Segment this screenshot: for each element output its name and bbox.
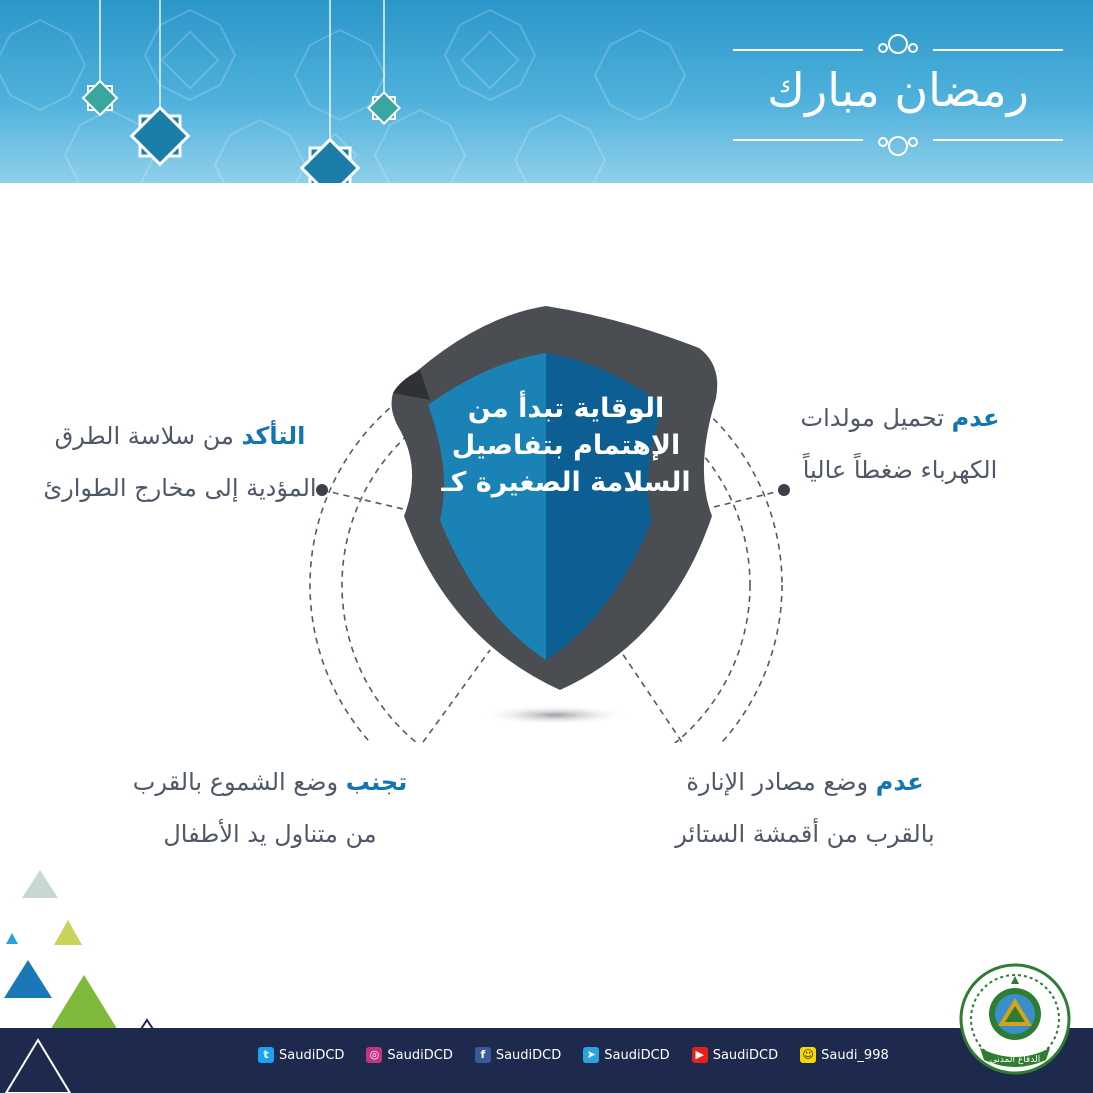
social-handle: Saudi_998 xyxy=(821,1047,889,1063)
triangle-shape xyxy=(4,960,52,998)
telegram-icon: ➤ xyxy=(583,1047,599,1063)
tip-highlight: التأكد xyxy=(241,422,306,450)
ramadan-banner xyxy=(0,0,1093,183)
social-link-youtube[interactable] xyxy=(692,1047,778,1063)
ramadan-greeting xyxy=(733,28,1063,160)
tip-text: من سلاسة الطرق المؤدية إلى مخارج الطوارئ xyxy=(43,422,317,502)
facebook-icon: f xyxy=(475,1047,491,1063)
social-link-snapchat[interactable] xyxy=(800,1047,889,1063)
civil-defense-emblem xyxy=(958,962,1072,1076)
tip-lighting-curtains xyxy=(660,756,950,860)
tip-candles xyxy=(130,756,410,860)
social-link-facebook[interactable] xyxy=(475,1047,561,1063)
tip-highlight: عدم xyxy=(951,404,1000,432)
shield-shadow xyxy=(480,705,630,725)
social-handle: SaudiDCD xyxy=(604,1047,670,1063)
footer-triangle-outline xyxy=(0,1028,120,1093)
social-handle: SaudiDCD xyxy=(387,1047,453,1063)
tip-emergency-exits xyxy=(40,410,320,514)
star-ornament xyxy=(132,108,189,165)
star-ornament xyxy=(302,140,359,183)
instagram-icon: ◎ xyxy=(366,1047,382,1063)
triangle-shape xyxy=(6,933,18,944)
triangle-shape xyxy=(54,920,82,945)
tip-text: وضع الشموع بالقرب من متناول يد الأطفال xyxy=(132,768,377,848)
youtube-icon: ▶ xyxy=(692,1047,708,1063)
social-links xyxy=(258,1047,889,1063)
shield-title: الوقاية تبدأ من الإهتمام بتفاصيل السلامة الصغيرة كـ xyxy=(441,393,691,498)
emblem-label: الدفاع المدني xyxy=(989,1055,1041,1065)
social-link-twitter[interactable] xyxy=(258,1047,344,1063)
social-handle: SaudiDCD xyxy=(495,1047,562,1063)
social-handle: SaudiDCD xyxy=(712,1047,779,1063)
star-ornament xyxy=(83,81,117,115)
tip-text: وضع مصادر الإنارة بالقرب من أقمشة الستائر xyxy=(675,768,935,848)
tip-highlight: تجنب xyxy=(345,768,408,796)
tip-generators xyxy=(775,392,1025,496)
connector-bottom-right xyxy=(620,650,694,743)
star-ornament xyxy=(368,92,399,123)
tip-text: تحميل مولدات الكهرباء ضغطاً عالياً xyxy=(800,404,998,484)
snapchat-icon: ☺ xyxy=(800,1047,816,1063)
social-link-telegram[interactable] xyxy=(583,1047,669,1063)
social-link-instagram[interactable] xyxy=(366,1047,452,1063)
triangle-shape xyxy=(22,870,58,898)
connector-bottom-left xyxy=(410,650,490,743)
social-handle: SaudiDCD xyxy=(279,1047,345,1063)
ramadan-mubarak-title: رمضان مبارك xyxy=(767,63,1029,117)
twitter-icon: t xyxy=(258,1047,274,1063)
hanging-stars-decoration xyxy=(0,0,420,183)
tip-highlight: عدم xyxy=(875,768,924,796)
